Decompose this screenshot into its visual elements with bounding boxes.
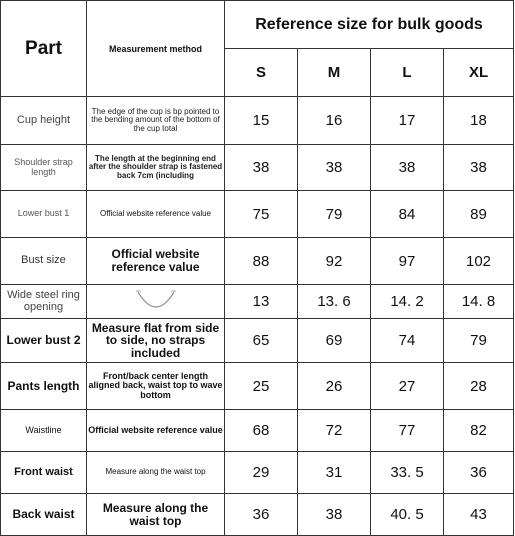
table-row xyxy=(1,285,514,319)
part-lower-bust-2: Lower bust 2 xyxy=(1,319,87,363)
method-steel-ring xyxy=(87,285,225,319)
value-cell: 27 xyxy=(371,363,444,410)
header-measurement-method: Measurement method xyxy=(87,1,225,97)
value-cell: 15 xyxy=(225,97,298,145)
value-cell: 65 xyxy=(225,319,298,363)
method-pants-length: Front/back center length aligned back, waist top to wave bottom xyxy=(87,363,225,410)
part-cup-height: Cup height xyxy=(1,97,87,145)
table-row xyxy=(1,238,514,285)
table-row xyxy=(1,452,514,494)
value-cell: 92 xyxy=(298,238,371,285)
header-part: Part xyxy=(1,1,87,97)
value-cell: 77 xyxy=(371,410,444,452)
method-lower-bust-2: Measure flat from side to side, no straps included xyxy=(87,319,225,363)
value-cell: 28 xyxy=(444,363,514,410)
header-size-s: S xyxy=(225,49,298,97)
header-row-top xyxy=(1,1,514,49)
steel-ring-curve-icon xyxy=(134,286,178,317)
value-cell: 43 xyxy=(444,494,514,536)
value-cell: 75 xyxy=(225,191,298,238)
table-row xyxy=(1,319,514,363)
value-cell: 25 xyxy=(225,363,298,410)
value-cell: 89 xyxy=(444,191,514,238)
value-cell: 68 xyxy=(225,410,298,452)
method-waistline: Official website reference value xyxy=(87,410,225,452)
value-cell: 102 xyxy=(444,238,514,285)
value-cell: 40. 5 xyxy=(371,494,444,536)
value-cell: 72 xyxy=(298,410,371,452)
part-waistline: Waistline xyxy=(1,410,87,452)
table-row xyxy=(1,494,514,536)
header-size-xl: XL xyxy=(444,49,514,97)
table-row xyxy=(1,191,514,238)
value-cell: 13. 6 xyxy=(298,285,371,319)
value-cell: 13 xyxy=(225,285,298,319)
table-row xyxy=(1,410,514,452)
value-cell: 33. 5 xyxy=(371,452,444,494)
value-cell: 18 xyxy=(444,97,514,145)
value-cell: 82 xyxy=(444,410,514,452)
method-shoulder-strap-length: The length at the beginning end after the shoulder strap is fastened back 7cm (including xyxy=(87,145,225,191)
value-cell: 14. 2 xyxy=(371,285,444,319)
part-back-waist: Back waist xyxy=(1,494,87,536)
part-shoulder-strap-length: Shoulder strap length xyxy=(1,145,87,191)
value-cell: 79 xyxy=(444,319,514,363)
table-row xyxy=(1,97,514,145)
part-front-waist: Front waist xyxy=(1,452,87,494)
header-size-m: M xyxy=(298,49,371,97)
header-reference-size: Reference size for bulk goods xyxy=(225,1,514,49)
method-cup-height: The edge of the cup is bp pointed to the bending amount of the bottom of the cup total xyxy=(87,97,225,145)
value-cell: 84 xyxy=(371,191,444,238)
value-cell: 26 xyxy=(298,363,371,410)
value-cell: 88 xyxy=(225,238,298,285)
part-pants-length: Pants length xyxy=(1,363,87,410)
value-cell: 38 xyxy=(298,145,371,191)
value-cell: 38 xyxy=(298,494,371,536)
value-cell: 36 xyxy=(225,494,298,536)
value-cell: 36 xyxy=(444,452,514,494)
method-front-waist: Measure along the waist top xyxy=(87,452,225,494)
value-cell: 38 xyxy=(444,145,514,191)
part-wide-steel-ring-opening: Wide steel ring opening xyxy=(1,285,87,319)
part-lower-bust-1: Lower bust 1 xyxy=(1,191,87,238)
value-cell: 14. 8 xyxy=(444,285,514,319)
method-lower-bust-1: Official website reference value xyxy=(87,191,225,238)
value-cell: 97 xyxy=(371,238,444,285)
method-back-waist: Measure along the waist top xyxy=(87,494,225,536)
value-cell: 74 xyxy=(371,319,444,363)
value-cell: 29 xyxy=(225,452,298,494)
value-cell: 38 xyxy=(225,145,298,191)
value-cell: 38 xyxy=(371,145,444,191)
value-cell: 79 xyxy=(298,191,371,238)
value-cell: 69 xyxy=(298,319,371,363)
value-cell: 16 xyxy=(298,97,371,145)
header-size-l: L xyxy=(371,49,444,97)
table-row xyxy=(1,363,514,410)
method-bust-size: Official website reference value xyxy=(87,238,225,285)
value-cell: 17 xyxy=(371,97,444,145)
value-cell: 31 xyxy=(298,452,371,494)
part-bust-size: Bust size xyxy=(1,238,87,285)
table-row xyxy=(1,145,514,191)
